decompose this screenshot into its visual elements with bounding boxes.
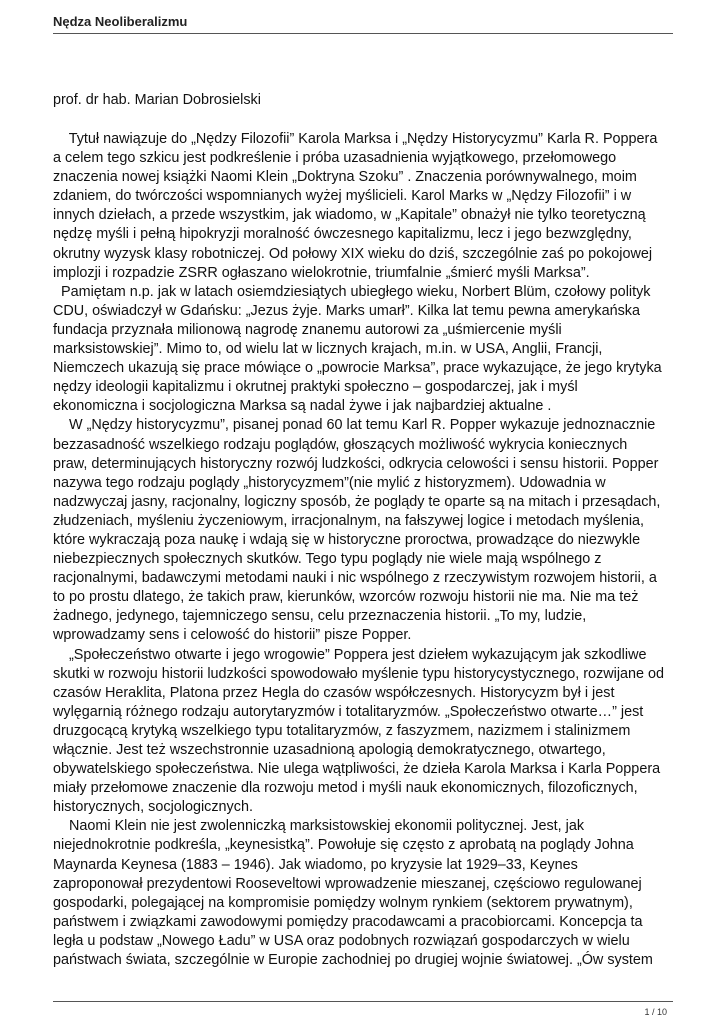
text-line: historycznych, socjologicznych. (53, 799, 253, 816)
text-line: marksistowskiej”. Mimo to, od wielu lat w licznych krajach, m.in. w USA, Anglii, Francji, (53, 341, 603, 358)
text-line: które wykraczają poza naukę i wdają się w historyczne proroctwa, prowadzące do niezwykle (53, 531, 641, 548)
page-footer (53, 1001, 673, 1017)
text-line: nędzę myśli i pełną hipokryzji moralność ówczesnego kapitalizmu, lecz i jego bezwzględny, (53, 226, 632, 243)
text-line: nazywa tego rodzaju poglądy „historycyzmem”(nie mylić z historyzmem). Udowadnia w (53, 474, 606, 491)
text-line: znaczenia nowej książki Naomi Klein „Doktryna Szoku” . Znaczenia porównywalnego, moim (53, 169, 637, 186)
text-line: implozji i rozpadzie ZSRR ogłaszano wielokrotnie, triumfalnie „śmierć myśli Marksa”. (53, 264, 590, 281)
text-line: niejednokrotnie podkreśla, „keynesistką”. Powołuje się często z aprobatą na poglądy Johna (53, 837, 634, 854)
text-line: nędzy ideologii kapitalizmu i okrutnej praktyki społeczno – gospodarczej, jak i myśl (53, 379, 578, 396)
text-line: okrutny wyzysk klasy robotniczej. Od połowy XIX wieku do dziś, szczególnie zaś po pokojowej (53, 245, 653, 262)
text-line: a celem tego szkicu jest podkreślenie i próba uzasadnienia wyjątkowego, przełomowego (53, 150, 617, 167)
text-line: miały przełomowe znaczenie dla rozwoju metod i myśli nauk ekonomicznych, filozoficznych, (53, 780, 638, 797)
text-line: obywatelskiego społeczeństwa. Nie ulega wątpliwości, że dzieła Karola Marksa i Karla Poppera (53, 761, 661, 778)
text-line: „Społeczeństwo otwarte i jego wrogowie” Poppera jest dziełem wykazującym jak szkodliwe (53, 646, 647, 663)
text-line: złudzeniach, myśleniu życzeniowym, irracjonalnym, na fałszywej logice i metodach myślenia, (53, 512, 645, 529)
text-line: druzgocącą krytyką wszelkiego typu totalitaryzmów, z faszyzmem, nazizmem i stalinizmem (53, 722, 631, 739)
document-title: Nędza Neoliberalizmu (53, 14, 188, 29)
text-line: praw, determinujących historyczny rozwój ludzkości, odkrycia celowości i sensu historii. Popper (53, 455, 659, 472)
text-line: Pamiętam n.p. jak w latach osiemdziesiątych ubiegłego wieku, Norbert Blüm, czołowy polityk (53, 283, 651, 300)
text-line: Niemczech ukazują się prace mówiące o „powrocie Marksa”, prace wykazujące, że jego krytyka (53, 360, 662, 377)
author-line: prof. dr hab. Marian Dobrosielski (53, 92, 261, 108)
text-line: wylęgarnią różnego rodzaju autorytaryzmów i totalitaryzmów. „Społeczeństwo otwarte…” jest (53, 703, 644, 720)
text-line: żadnego, jedynego, tajemniczego sensu, celu przeznaczenia historii. „To my, ludzie, (53, 608, 587, 625)
text-line: ekonomiczna i socjologiczna Marksa są nadal żywe i jak najbardziej aktualne . (53, 398, 552, 415)
text-line: innych dziełach, a przede wszystkim, jak wiadomo, w „Kapitale” obnażył nie tylko teoretyczną (53, 207, 646, 224)
body-text (53, 130, 673, 970)
text-line: zdaniem, do twórczości wspomnianych wyżej myślicieli. Karol Marks w „Nędzy Filozofii” i w (53, 188, 632, 205)
text-line: to po prostu dlatego, że takich praw, kierunków, wzorców rozwoju historii nie ma. Nie ma też (53, 589, 639, 606)
text-line: racjonalnymi, badawczymi metodami nauki i nic wspólnego z rzeczywistym rozwojem historii, a (53, 570, 657, 587)
text-line: Naomi Klein nie jest zwolenniczką marksistowskiej ekonomii politycznej. Jest, jak (53, 818, 585, 835)
text-line: wprowadzamy sens i celowość do historii” pisze Popper. (53, 627, 412, 644)
text-line: nadzwyczaj jasny, racjonalny, logiczny sposób, że poglądy te oparte są na mitach i przesądach, (53, 493, 661, 510)
text-line: skutki w rozwoju historii ludzkości spowodowało myślenie typu historycystycznego, rozwijane od (53, 665, 665, 682)
text-line: zaproponował prezydentowi Rooseveltowi wprowadzenie mieszanej, częściowo regulowanej (53, 875, 642, 892)
text-line: państwem i związkami zawodowymi pomiędzy pracodawcami a pracobiorcami. Koncepcja ta (53, 913, 643, 930)
document-body (53, 90, 673, 970)
text-line: W „Nędzy historycyzmu”, pisanej ponad 60 lat temu Karl R. Popper wykazuje jednoznacznie (53, 417, 656, 434)
text-line: czasów Heraklita, Platona przez Hegla do czasów współczesnych. Historycyzm był i jest (53, 684, 615, 701)
text-line: legła u podstaw „Nowego Ładu” w USA oraz podobnych rozwiązań gospodarczych w wielu (53, 932, 630, 949)
text-line: włącznie. Jest też wszechstronnie uzasadnioną apologią demokratycznego, otwartego, (53, 742, 606, 758)
text-line: bezzasadność wszelkiego rodzaju poglądów, głoszących możliwość wykrycia koniecznych (53, 436, 628, 453)
text-line: Maynarda Keynesa (1883 – 1946). Jak wiadomo, po kryzysie lat 1929–33, Keynes (53, 856, 578, 873)
text-line: fundacja przyznała milionową nagrodę znanemu autorowi za „uśmiercenie myśli (53, 321, 562, 338)
text-line: niebezpiecznych społecznych skutków. Tego typu poglądy nie wiele mają wspólnego z (53, 551, 602, 568)
text-line: gospodarki, polegającej na kompromisie pomiędzy wolnym rynkiem (sektorem prywatnym), (53, 894, 633, 911)
text-line: Tytuł nawiązuje do „Nędzy Filozofii” Karola Marksa i „Nędzy Historycyzmu” Karla R. Poppera (53, 131, 658, 147)
page-header (53, 13, 673, 34)
text-line: państwach świata, szczególnie w Europie zachodniej po drugiej wojnie światowej. „Ów system (53, 952, 653, 969)
page-number: 1 / 10 (644, 1007, 667, 1017)
text-line: CDU, oświadczył w Gdańsku: „Jezus żyje. Marks umarł”. Kilka lat temu pewna amerykańska (53, 302, 641, 319)
